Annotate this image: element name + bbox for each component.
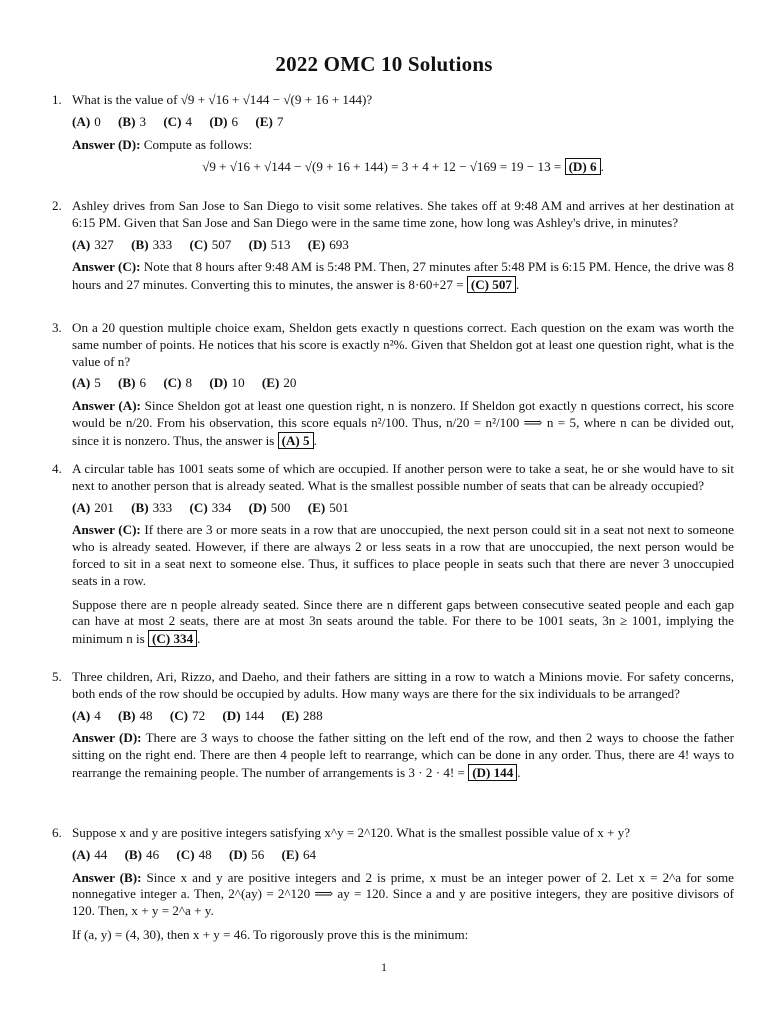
choice-b: (B) 6 bbox=[118, 375, 147, 391]
solution: Answer (A): Since Sheldon got at least one question right, n is nonzero. If Sheldon got exactly n questions correct, his score would be n/20. From his observation, this score equals n²/100. Thus, n/20 = n²/100 ⟹ n = 5, where n can be divided out, since it is nonzero. Thus, the answer is (A) 5 . bbox=[72, 398, 734, 448]
problem-number: 6. bbox=[52, 825, 62, 840]
problem-3 bbox=[52, 320, 734, 450]
page-number: 1 bbox=[381, 960, 387, 974]
answer-label: Answer (C): bbox=[72, 259, 141, 275]
answer-label: Answer (A): bbox=[72, 398, 141, 414]
answer-choices bbox=[72, 847, 734, 864]
problem-number: 5. bbox=[52, 669, 62, 684]
choice-b: (B) 48 bbox=[118, 707, 153, 723]
answer-choices bbox=[72, 237, 734, 254]
solution bbox=[72, 522, 734, 589]
solution: Answer (D): There are 3 ways to choose the father sitting on the left end of the row, and then 2 ways to choose the father sitting on the right end. There are then 4 people left to rearrange, which can be done in any order. Thus, there are 4! ways to rearrange the remaining people. The number of arrangements is 3 · 2 · 4! = (D) 144 . bbox=[72, 730, 734, 780]
problem-question: Ashley drives from San Jose to San Diego to visit some relatives. She takes off at 9:48 AM and arrives at her destination at 6:15 PM. Given that San Jose and San Diego were in the same time zone, how long was Ashley's drive, in minutes? bbox=[72, 198, 734, 230]
problem-4 bbox=[52, 461, 734, 648]
solution-text: Note that 8 hours after 9:48 AM is 5:48 PM. Then, 27 minutes after 5:48 PM is 6:15 PM. Hence, the drive was 8 hours and 27 minutes. Converting this to minutes, the answer is 8·60+27 = bbox=[72, 259, 734, 293]
problem-5 bbox=[52, 669, 734, 782]
problem-question: Suppose x and y are positive integers satisfying x^y = 2^120. What is the smallest possible value of x + y? bbox=[72, 825, 631, 840]
choice-e: (E) 20 bbox=[261, 375, 297, 391]
problem-question: Three children, Ari, Rizzo, and Daeho, and their fathers are sitting in a row to watch a Minions movie. For safety concerns, both ends of the row should be occupied by adults. How many ways are there for the six individuals to be arranged? bbox=[72, 669, 734, 701]
choice-b: (B) 46 bbox=[124, 846, 160, 862]
boxed-answer: (D) 144 bbox=[468, 764, 517, 781]
choice-c: (C) 334 bbox=[189, 499, 232, 515]
choice-c: (C) 72 bbox=[169, 707, 206, 723]
choice-a: (A) 0 bbox=[72, 113, 101, 129]
problem-number: 4. bbox=[52, 461, 62, 476]
solution-text: Since x and y are positive integers and 2 is prime, x must be an integer power of 2. Let x = 2^a for some nonnegative integer a. Then, 2^(ay) = 2^120 ⟹ ay = 120. Since a and y are positive integers, they are positive divisors of 120. Then, x + y = 2^a + y. bbox=[72, 869, 734, 919]
problem-number: 3. bbox=[52, 320, 62, 335]
boxed-answer: (C) 334 bbox=[148, 630, 197, 647]
choice-e: (E) 693 bbox=[307, 236, 349, 252]
problem-question: A circular table has 1001 seats some of which are occupied. If another person were to take a seat, he or she would have to sit next to another person that is already seated. What is the smallest possible number of seats that can be already occupied? bbox=[72, 461, 734, 493]
choice-a: (A) 201 bbox=[72, 499, 114, 515]
choice-d: (D) 10 bbox=[209, 375, 245, 391]
solution-text: If there are 3 or more seats in a row that are unoccupied, the next person could sit in a seat not next to someone who is already seated. However, if there are always 2 or less seats in a row that are unoccupied, the next person would be forced to sit in a seat next to someone else. Thus, it suffices to place people in seats such that there are never 3 unoccupied seats in a row. bbox=[72, 522, 734, 588]
display-equation: √9 + √16 + √144 − √(9 + 16 + 144) = 3 + 4 + 12 − √169 = 19 − 13 = (D) 6 . bbox=[202, 159, 604, 175]
solution-continued: If (a, y) = (4, 30), then x + y = 46. To rigorously prove this is the minimum: bbox=[72, 926, 469, 942]
choice-d: (D) 513 bbox=[248, 236, 291, 252]
solution bbox=[72, 870, 734, 920]
choice-b: (B) 333 bbox=[131, 499, 173, 515]
choice-e: (E) 501 bbox=[307, 499, 349, 515]
solution-continued: Suppose there are n people already seated. Since there are n different gaps between consecutive seated people and each gap can have at most 2 seats, there are at most 3n seats around the table. For there to be 1001 seats, 3n ≥ 1001, implying the minimum n is (C) 334 . bbox=[72, 596, 734, 647]
choice-b: (B) 333 bbox=[131, 236, 173, 252]
answer-choices bbox=[72, 114, 734, 131]
answer-choices bbox=[72, 708, 734, 725]
solution: Answer (C): Note that 8 hours after 9:48 AM is 5:48 PM. Then, 27 minutes after 5:48 PM is 6:15 PM. Hence, the drive was 8 hours and 27 minutes. Converting this to minutes, the answer is 8·60+27 = (C) 507 . bbox=[72, 259, 734, 293]
choice-e: (E) 64 bbox=[281, 846, 317, 862]
problem-question: What is the value of √9 + √16 + √144 − √(9 + 16 + 144)? bbox=[72, 92, 373, 107]
problem-2 bbox=[52, 198, 734, 294]
page-title: 2022 OMC 10 Solutions bbox=[275, 52, 493, 76]
answer-label: Answer (C): bbox=[72, 522, 141, 538]
problem-number: 1. bbox=[52, 92, 62, 107]
choice-c: (C) 507 bbox=[189, 236, 232, 252]
answer-label: Answer (D): bbox=[72, 730, 142, 746]
choice-a: (A) 4 bbox=[72, 707, 101, 723]
answer-label: Answer (B): bbox=[72, 869, 142, 885]
problem-1 bbox=[52, 92, 734, 176]
choice-a: (A) 327 bbox=[72, 236, 114, 252]
choice-e: (E) 7 bbox=[255, 113, 284, 129]
problem-question: On a 20 question multiple choice exam, Sheldon gets exactly n questions correct. Each question on the exam was worth the same number of points. He notices that his score is exactly n²%. Given that Sheldon got at least one question right, what is the value of n? bbox=[72, 320, 734, 369]
choice-d: (D) 500 bbox=[248, 499, 291, 515]
answer-choices bbox=[72, 375, 734, 392]
answer-choices bbox=[72, 500, 734, 517]
choice-c: (C) 8 bbox=[163, 375, 193, 391]
problem-number: 2. bbox=[52, 198, 62, 213]
solution-text: There are 3 ways to choose the father sitting on the left end of the row, and then 2 ways to choose the father sitting on the right end. There are then 4 people left to rearrange, which can be done in any order. Thus, there are 4! ways to rearrange the remaining people. The number of arrangements is 3 · 2 · 4! = bbox=[72, 730, 734, 780]
boxed-answer: (D) 6 bbox=[565, 158, 601, 175]
boxed-answer: (A) 5 bbox=[278, 432, 314, 449]
choice-d: (D) 144 bbox=[222, 707, 265, 723]
answer-label: Answer (D): bbox=[72, 136, 141, 152]
choice-e: (E) 288 bbox=[281, 707, 323, 723]
choice-d: (D) 6 bbox=[209, 113, 239, 129]
solution bbox=[72, 137, 734, 154]
choice-c: (C) 48 bbox=[176, 846, 212, 862]
boxed-answer: (C) 507 bbox=[467, 276, 516, 293]
choice-a: (A) 44 bbox=[72, 846, 108, 862]
choice-c: (C) 4 bbox=[163, 113, 193, 129]
choice-d: (D) 56 bbox=[228, 846, 265, 862]
choice-a: (A) 5 bbox=[72, 375, 101, 391]
problem-6 bbox=[52, 825, 734, 944]
solution-text: Since Sheldon got at least one question right, n is nonzero. If Sheldon got exactly n questions correct, his score would be n/20. From his observation, this score equals n²/100. Thus, n/20 = n²/100 ⟹ n = 5, where n can be divided out, since it is nonzero. Thus, the answer is bbox=[72, 398, 734, 448]
choice-b: (B) 3 bbox=[118, 113, 147, 129]
solution-text: Compute as follows: bbox=[143, 136, 253, 152]
